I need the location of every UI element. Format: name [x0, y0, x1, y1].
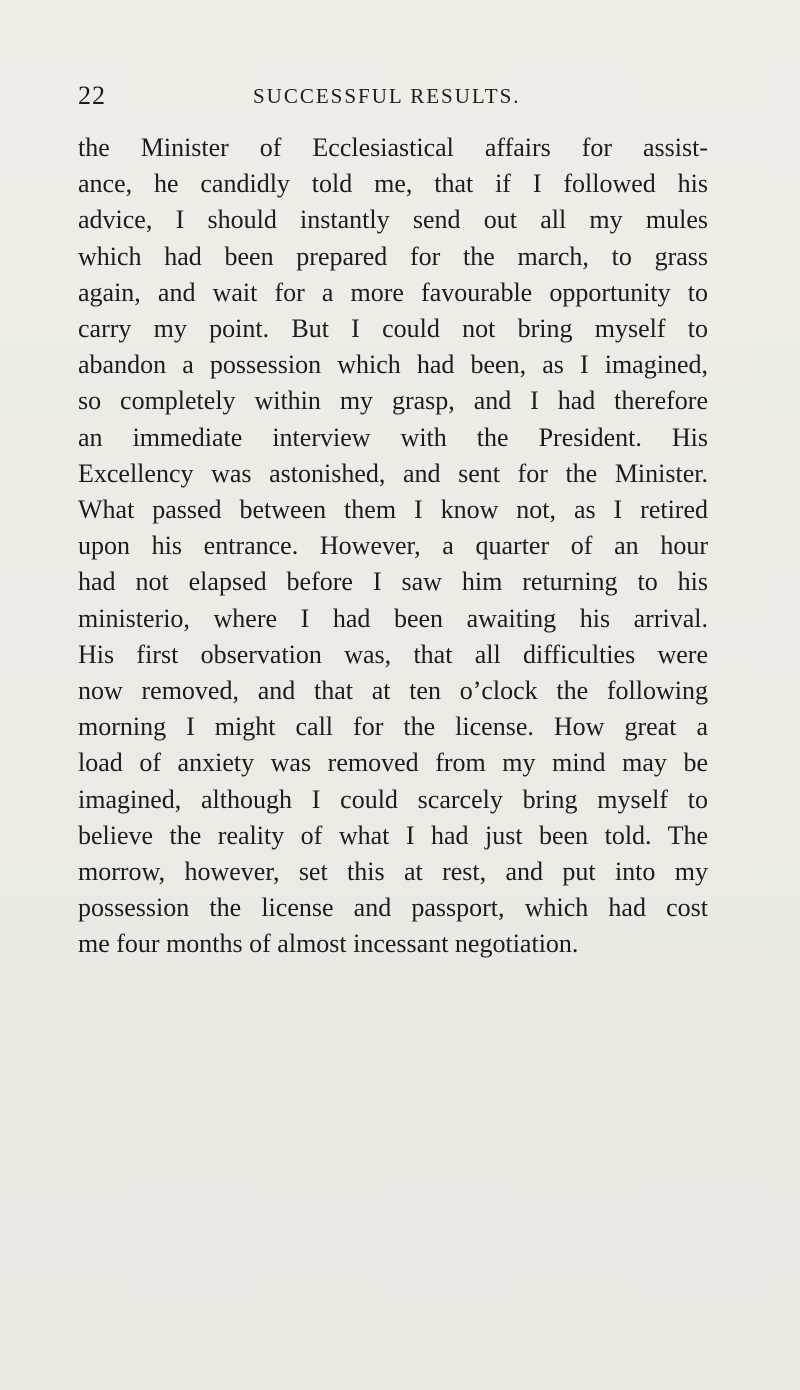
text-line: What passed between them I know not, as I retired [78, 495, 708, 525]
text-line: an immediate interview with the President. His [78, 422, 708, 452]
body-paragraph [78, 130, 708, 963]
text-line: upon his entrance. However, a quarter of an hour [78, 531, 708, 561]
text-line: ministerio, where I had been awaiting his arrival. [78, 603, 708, 633]
page-number: 22 [78, 81, 106, 110]
text-line: abandon a possession which had been, as I imagined, [78, 350, 708, 380]
text-line: Excellency was astonished, and sent for the Minister. [78, 458, 708, 488]
text-line: morrow, however, set this at rest, and put into my [78, 857, 708, 887]
text-line: the Minister of Ecclesiastical affairs for assist- [78, 133, 708, 162]
text-line: so completely within my grasp, and I had therefore [78, 386, 708, 416]
text-line: His first observation was, that all difficulties were [78, 639, 708, 669]
text-line: possession the license and passport, which had cost [78, 893, 708, 923]
running-head [78, 76, 700, 116]
text-line: now removed, and that at ten o’clock the following [78, 676, 708, 706]
text-line: morning I might call for the license. How great a [78, 712, 708, 742]
text-line: ance, he candidly told me, that if I followed his [78, 169, 708, 199]
text-line: which had been prepared for the march, to grass [78, 241, 708, 271]
text-line: load of anxiety was removed from my mind may be [78, 748, 708, 778]
text-line: imagined, although I could scarcely bring myself to [78, 784, 708, 814]
text-line: had not elapsed before I saw him returning to his [78, 567, 708, 597]
text-line: me four months of almost incessant negotiation. [78, 929, 579, 959]
text-line: again, and wait for a more favourable opportunity to [78, 277, 708, 307]
text-line: advice, I should instantly send out all my mules [78, 205, 708, 235]
running-title: SUCCESSFUL RESULTS. [253, 84, 521, 108]
text-line: carry my point. But I could not bring myself to [78, 314, 708, 344]
text-line: believe the reality of what I had just been told. The [78, 820, 708, 850]
